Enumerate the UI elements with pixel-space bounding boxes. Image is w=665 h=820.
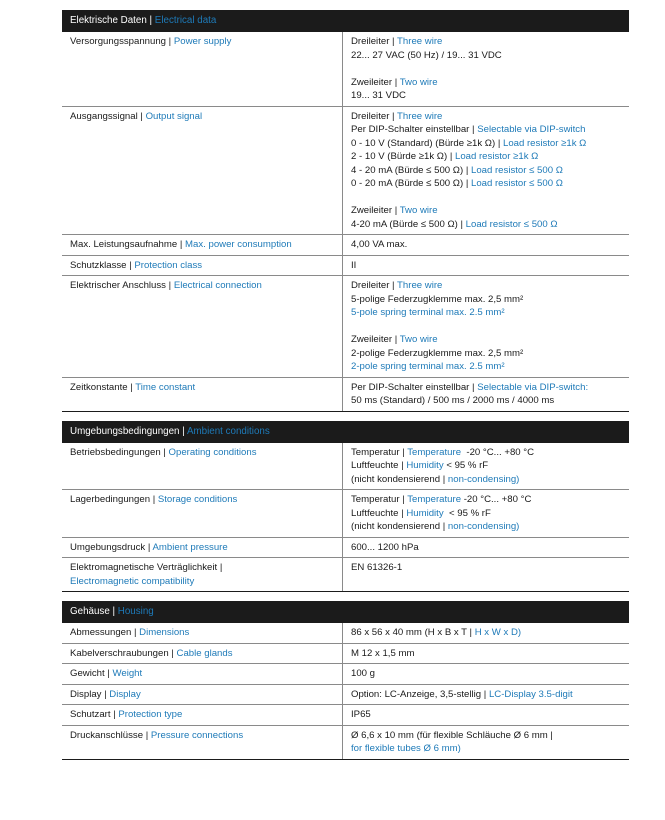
row-value: Dreileiter | Three wire Per DIP-Schalter einstellbar | Selectable via DIP-switch 0 - 10 V (Standard) (Bürde ≥1k Ω) | Load resistor ≥1k Ω 2 - 10 V (Bürde ≥1k Ω) | Load resistor ≥1k Ω 4 - 20 mA (Bürde ≤ 500 Ω) | Load resistor ≤ 500 Ω 0 - 20 mA (Bürde ≤ 500 Ω) | Load resistor ≤ 500 Ω Zweileiter | Two wire 4-20 mA (Bürde ≤ 500 Ω) | Load resistor ≤ 500 Ω — [351, 110, 587, 230]
row-value: 86 x 56 x 40 mm (H x B x T | H x W x D) — [351, 627, 522, 638]
row-value: Dreileiter | Three wire 22... 27 VAC (50 Hz) / 19... 31 VDC Zweileiter | Two wire 19... 31 VDC — [351, 36, 502, 101]
row-value: Dreileiter | Three wire 5-polige Federzugklemme max. 2,5 mm² 5-pole spring terminal max. 2.5 mm² Zweileiter | Two wire 2-polige Federzugklemme max. 2,5 mm² 2-pole spring terminal max. 2.5 mm² — [351, 280, 524, 372]
row-label: Gewicht | Weight — [62, 664, 343, 684]
row-label: Druckanschlüsse | Pressure connections — [62, 726, 343, 759]
section-electrical-data — [62, 10, 629, 412]
row-value: Option: LC-Anzeige, 3,5-stellig | LC-Display 3.5-digit — [351, 688, 573, 700]
row-label: Umgebungsdruck | Ambient pressure — [62, 538, 343, 558]
row-label: Abmessungen | Dimensions — [62, 623, 343, 643]
row-label: Schutzklasse | Protection class — [62, 256, 343, 276]
row-label: Kabelverschraubungen | Cable glands — [62, 644, 343, 664]
table-row-storage-conditions — [62, 490, 629, 538]
row-value: 600... 1200 hPa — [351, 541, 419, 553]
table-row-ambient-pressure — [62, 538, 629, 559]
table-row-weight — [62, 664, 629, 685]
row-label: Elektromagnetische Verträglichkeit | Electromagnetic compatibility — [62, 558, 343, 591]
row-value: IP65 — [351, 709, 371, 720]
table-row-protection-class — [62, 256, 629, 277]
table-row-time-constant — [62, 378, 629, 412]
table-row-electrical-connection — [62, 276, 629, 378]
section-header: Umgebungsbedingungen | Ambient conditions — [62, 421, 629, 443]
row-value: M 12 x 1,5 mm — [351, 647, 415, 659]
section-header: Gehäuse | Housing — [62, 601, 629, 623]
row-value: II — [351, 259, 357, 271]
row-value: Temperatur | Temperature -20 °C... +80 °C Luftfeuchte | Humidity < 95 % rF (nicht kondensierend | non-condensing) — [351, 494, 532, 532]
table-row-dimensions — [62, 623, 629, 644]
header-title-en: Electrical data — [154, 15, 217, 26]
datasheet — [62, 10, 629, 769]
table-row-power-consumption — [62, 235, 629, 256]
row-label: Betriebsbedingungen | Operating conditions — [62, 443, 343, 490]
header-title-de: Elektrische Daten — [70, 15, 147, 26]
row-label: Schutzart | Protection type — [62, 705, 343, 725]
section-header: Elektrische Daten | Electrical data — [62, 10, 629, 32]
row-value: 4,00 VA max. — [351, 239, 408, 250]
table-row-output-signal — [62, 107, 629, 236]
table-row-power-supply — [62, 32, 629, 107]
table-row-emc — [62, 558, 629, 592]
table-row-operating-conditions — [62, 443, 629, 491]
row-label: Max. Leistungsaufnahme | Max. power consumption — [62, 235, 343, 255]
row-value: EN 61326-1 — [351, 562, 403, 573]
row-value: Ø 6,6 x 10 mm (für flexible Schläuche Ø 6 mm | for flexible tubes Ø 6 mm) — [351, 729, 553, 754]
table-row-pressure-connections — [62, 726, 629, 760]
row-label: Display | Display — [62, 685, 343, 705]
table-row-display — [62, 685, 629, 706]
table-row-cable-glands — [62, 644, 629, 665]
section-ambient-conditions — [62, 421, 629, 593]
row-value: Temperatur | Temperature -20 °C... +80 °C Luftfeuchte | Humidity < 95 % rF (nicht kondensierend | non-condensing) — [351, 446, 535, 485]
row-label: Versorgungsspannung | Power supply — [62, 32, 343, 106]
row-label: Lagerbedingungen | Storage conditions — [62, 490, 343, 537]
table-row-protection-type — [62, 705, 629, 726]
row-label: Zeitkonstante | Time constant — [62, 378, 343, 411]
row-label: Ausgangssignal | Output signal — [62, 107, 343, 235]
row-value: Per DIP-Schalter einstellbar | Selectable via DIP-switch: 50 ms (Standard) / 500 ms / 2000 ms / 4000 ms — [351, 381, 589, 406]
row-label: Elektrischer Anschluss | Electrical connection — [62, 276, 343, 377]
row-value: 100 g — [351, 668, 376, 679]
section-housing — [62, 601, 629, 760]
